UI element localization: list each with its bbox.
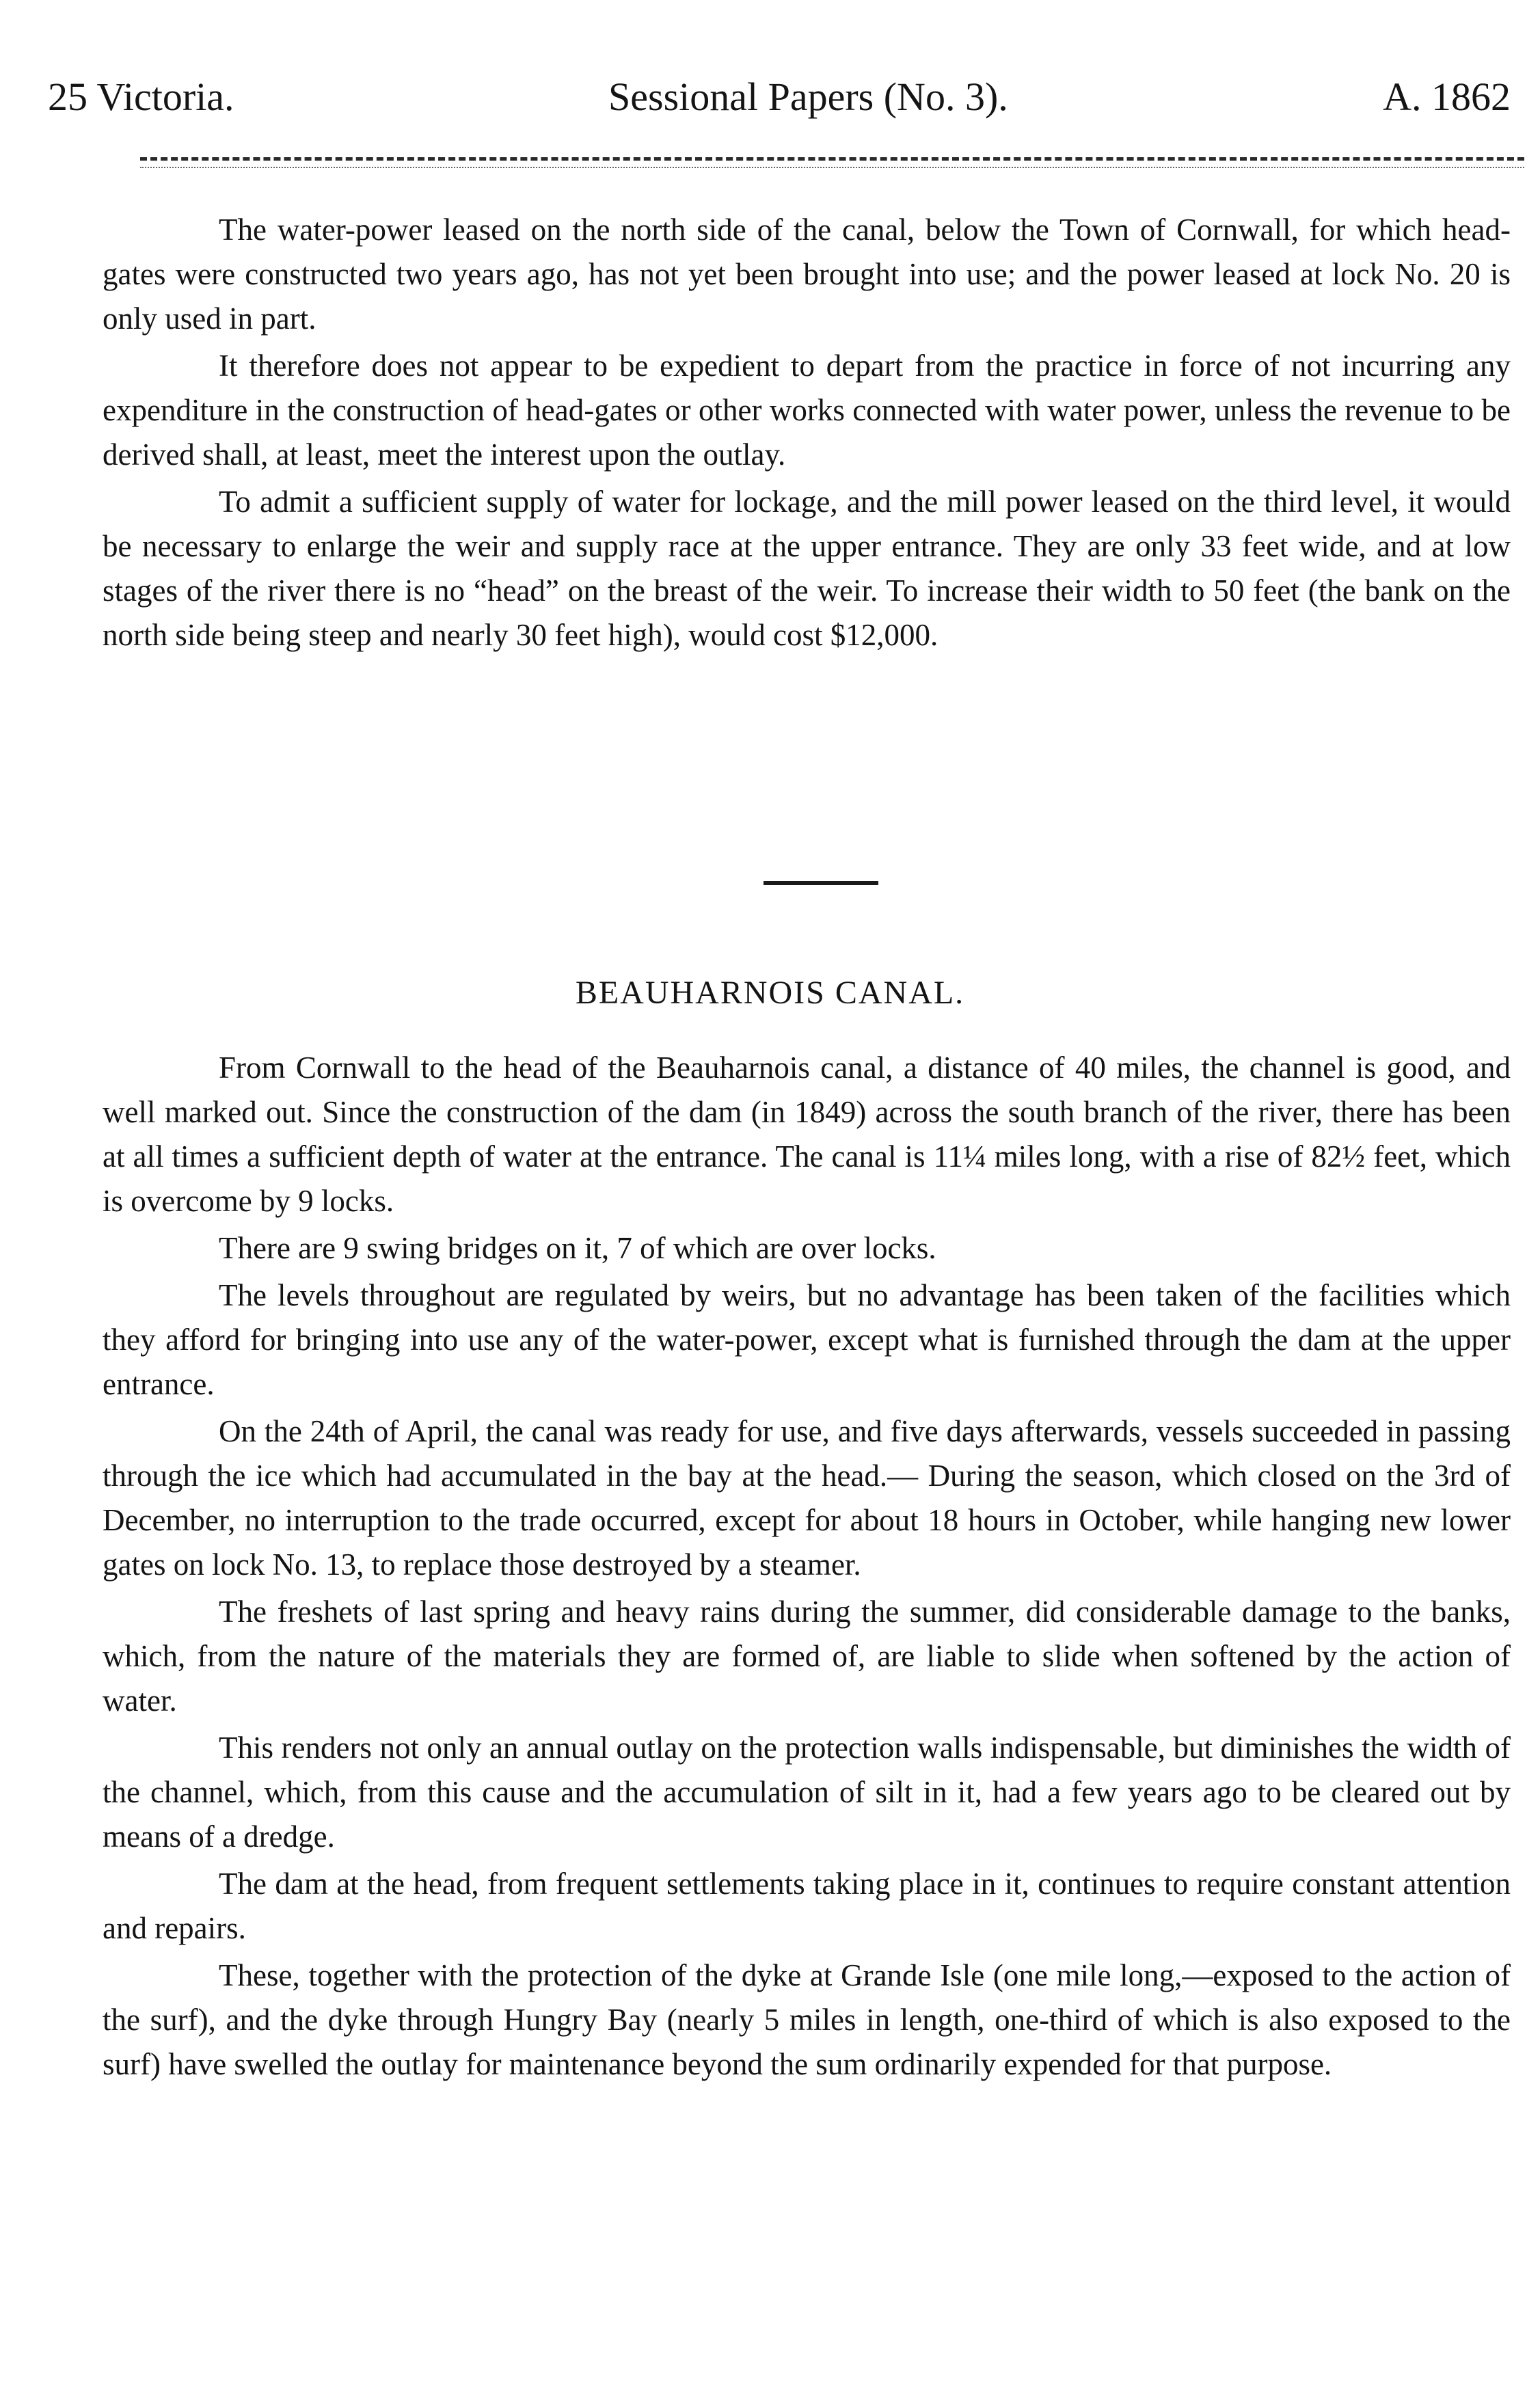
paragraph: This renders not only an annual outlay on the protection walls indispensable, but diminishes the width of the channel, which, from this cause and the accumulation of silt in it, had a few years ago to be cleared out by means of a dredge.: [103, 1731, 1511, 1854]
running-head: [48, 63, 1511, 131]
section-title: BEAUHARNOIS CANAL.: [575, 975, 965, 1011]
header-rule-secondary: [140, 167, 1524, 168]
paragraph: The water-power leased on the north side of the canal, below the Town of Cornwall, for which head-gates were constructed two years ago, has not yet been brought into use; and the power leased at lock No. 20 is only used in part.: [103, 213, 1511, 336]
paragraph: The levels throughout are regulated by weirs, but no advantage has been taken of the facilities which they afford for bringing into use any of the water-power, except what is furnished through the dam at the upper entrance.: [103, 1278, 1511, 1401]
paragraph: There are 9 swing bridges on it, 7 of which are over locks.: [219, 1231, 936, 1265]
header-year: A. 1862: [1383, 75, 1511, 119]
header-series: Sessional Papers (No. 3).: [608, 75, 1008, 119]
paragraph: From Cornwall to the head of the Beauharnois canal, a distance of 40 miles, the channel is good, and well marked out. Since the construction of the dam (in 1849) across the south branch of the river, there has been at all times a sufficient depth of water at the entrance. The canal is 11¼ miles long, with a rise of 82½ feet, which is overcome by 9 locks.: [103, 1051, 1511, 1218]
paragraph: On the 24th of April, the canal was ready for use, and five days afterwards, vessels succeeded in passing through the ice which had accumulated in the bay at the head.— During the season, which closed on the 3rd of December, no interruption to the trade occurred, except for about 18 hours in October, while hanging new lower gates on lock No. 13, to replace those destroyed by a steamer.: [103, 1414, 1511, 1582]
paragraph: To admit a sufficient supply of water for lockage, and the mill power leased on the third level, it would be necessary to enlarge the weir and supply race at the upper entrance. They are only 33 feet wide, and at low stages of the river there is no “head” on the breast of the weir. To increase their width to 50 feet (the bank on the north side being steep and nearly 30 feet high), would cost $12,000.: [103, 485, 1511, 652]
section-beauharnois-canal: [103, 1046, 1511, 2089]
section-water-power: [103, 208, 1511, 660]
header-volume: 25 Victoria.: [48, 75, 234, 119]
paragraph: These, together with the protection of the dyke at Grande Isle (one mile long,—exposed to the action of the surf), and the dyke through Hungry Bay (nearly 5 miles in length, one-third of which is also exposed to the surf) have swelled the outlay for maintenance beyond the sum ordinarily expended for that purpose.: [103, 1958, 1511, 2081]
paragraph: The dam at the head, from frequent settlements taking place in it, continues to require constant attention and repairs.: [103, 1867, 1511, 1945]
section-divider: [764, 881, 878, 885]
paragraph: It therefore does not appear to be expedient to depart from the practice in force of not incurring any expenditure in the construction of head-gates or other works connected with water power, unless the revenue to be derived shall, at least, meet the interest upon the outlay.: [103, 349, 1511, 472]
paragraph: The freshets of last spring and heavy rains during the summer, did considerable damage to the banks, which, from the nature of the materials they are formed of, are liable to slide when softened by the action of water.: [103, 1595, 1511, 1718]
header-rule: [140, 157, 1524, 161]
